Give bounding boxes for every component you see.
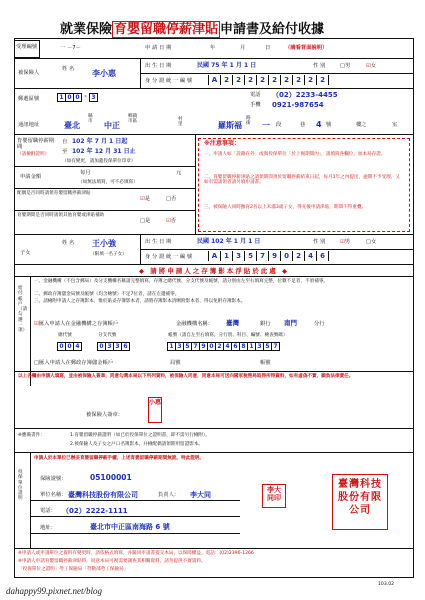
child-birth-label: 出 生 日 期 xyxy=(145,239,172,245)
amount-note: （如無法填寫，可不必填寫） xyxy=(78,180,138,185)
code-digit: 0 xyxy=(57,342,66,351)
footer-line: ※申請人申請育嬰留職停薪津貼時，同意本局可視需要調查其相關資料，請勿提供不實資料。 xyxy=(18,559,206,564)
account-digit: 0 xyxy=(207,342,216,351)
insured-id-label: 身 分 證 統 一 編 號 xyxy=(145,78,193,84)
attach-item: 1.育嬰留職停薪證明（如已於投保單位之證明書，即不需另行檢附）。 xyxy=(70,433,210,438)
amount-unit: 元 xyxy=(176,170,182,176)
account-boxes xyxy=(168,342,280,351)
employer-title: 申請人於本單位已辦妥育嬰留職停薪手續，上述育嬰留職停薪期間無訛，特此證明。 xyxy=(34,456,204,461)
notice-title: ※注意事項： xyxy=(204,140,240,147)
account-digit: 5 xyxy=(263,342,272,351)
postal-label: 郵遞區號 xyxy=(18,96,40,102)
spouse-label: 配偶是否同時請領育嬰留職停薪津貼 xyxy=(17,191,91,196)
option-post-label: 匯入申請人在郵政存簿儲金帳戶 xyxy=(39,360,114,366)
child-name-label: 姓 名 xyxy=(62,240,75,246)
bank-warning: 以上各欄由申請人填寫，並由被保險人簽章，同意勾選本局以下所列資料，被保險人同意，同意本局可送向國家稅務局取得所得資料，如有虛偽不實，願負法律責任。 xyxy=(18,374,354,379)
id-digit: A xyxy=(208,251,220,261)
insured-no: 05100001 xyxy=(90,473,132,482)
id-digit: 2 xyxy=(316,75,328,85)
rep-value: 李大同 xyxy=(190,491,211,499)
bank-line: 二、郵政存簿儲金局號及帳號（均含檢號）不足7位者，請在左邊補零。 xyxy=(34,292,180,297)
option-bank-label: 匯入申請人在金融機構之存簿帳戶 xyxy=(38,321,119,327)
office-label: 受理編號 xyxy=(16,44,38,50)
mobile-value: 0921-987654 xyxy=(272,101,324,109)
spouse-no-label: 否 xyxy=(171,196,177,202)
divider xyxy=(14,188,195,189)
postal-digit: - xyxy=(84,93,87,100)
spouse-no[interactable]: □否 xyxy=(166,196,177,202)
child-gender-male[interactable]: ☑男 xyxy=(340,239,351,245)
addr-city-unit: 縣市 xyxy=(88,114,93,125)
addr-label: 通訊地址 xyxy=(18,122,40,128)
title-prefix: 就業保險 xyxy=(60,22,113,37)
male-label: 男 xyxy=(345,63,351,69)
id-digit: 7 xyxy=(256,251,268,261)
other-no-label: 否 xyxy=(170,218,177,224)
divider xyxy=(14,166,195,167)
notice-item: 二、育嬰留職停薪津貼之請領期間須於留職停薪結束日起，每月1年之內提出，逾期不予受理，又如有需請領者請另填申請書。 xyxy=(204,175,400,186)
period-to: 102 年 12 月 31 日止 xyxy=(72,148,136,155)
id-digit: 4 xyxy=(304,251,316,261)
branch-name: 南門 xyxy=(284,319,297,327)
divider xyxy=(14,58,414,59)
post-office-label: 局號 xyxy=(170,360,181,366)
divider xyxy=(14,548,414,549)
employer-side-label: 投保單位證明 xyxy=(18,470,23,502)
insured-name-label: 姓 名 xyxy=(62,66,75,72)
account-digit: 8 xyxy=(239,342,248,351)
office-value: 一 －7－ xyxy=(60,45,81,51)
account-digit: 3 xyxy=(175,342,184,351)
divider xyxy=(14,88,414,89)
insured-gender-male[interactable]: □男 xyxy=(340,63,351,69)
attach-item: 2.被保險人及子女之戶口名簿影本，并檢配偶請領期用留證影本。 xyxy=(70,442,204,447)
addr-road: 羅斯福 xyxy=(218,121,242,130)
id-digit: 3 xyxy=(232,251,244,261)
branch-digit: 3 xyxy=(105,342,114,351)
company-stamp xyxy=(332,474,388,530)
account-digit: 2 xyxy=(215,342,224,351)
account-digit: 1 xyxy=(167,342,176,351)
other-label: 育嬰期間是否同時請領其他育嬰或津貼補助 xyxy=(17,213,105,218)
child-gender-female[interactable]: □女 xyxy=(366,239,377,245)
option-post[interactable]: □匯入申請人在郵政存簿儲金帳戶 xyxy=(34,360,114,366)
id-digit: 2 xyxy=(304,75,316,85)
id-digit: 2 xyxy=(220,75,232,85)
id-digit: 2 xyxy=(244,75,256,85)
child-gender-label: 性 別 xyxy=(313,239,326,245)
branch-code-boxes xyxy=(98,342,130,351)
addr-room-unit: 室 xyxy=(392,122,398,128)
branch-digit: 6 xyxy=(121,342,130,351)
addr-floor-unit: 樓之 xyxy=(356,122,367,128)
apply-year: 年 xyxy=(210,45,216,51)
child-name-note: （限填一名子女） xyxy=(90,252,127,257)
bank-line: 三、請檢附申請人之存簿影本，惟於貼妥存簿影本者，請將存簿影本清晰附影本者，得以免附存簿影本。 xyxy=(34,299,246,304)
account-digit: 7 xyxy=(191,342,200,351)
amount-label: 申請金額 xyxy=(20,174,42,180)
bank-banner-text: 請將申請人之存簿影本浮貼於此處 xyxy=(150,267,278,275)
applicant-seal xyxy=(148,397,162,423)
bank-line: 一、金融機構（不包含郵局）及分支機構名稱請完整填寫，存簿之總代號、分支代號及帳號，請分別由左至右填寫完整，位數不足者，不須補零。 xyxy=(34,279,329,284)
divider xyxy=(14,134,414,135)
spouse-yes[interactable]: ☑是 xyxy=(140,196,151,202)
company-name-label: 單位名稱： xyxy=(40,492,67,498)
account-digit: 3 xyxy=(255,342,264,351)
code-digit: 0 xyxy=(65,342,74,351)
id-digit: 9 xyxy=(268,251,280,261)
id-digit: 2 xyxy=(232,75,244,85)
amount-monthly: 每月 xyxy=(80,170,91,176)
form-number: 103.02 xyxy=(378,582,395,587)
phone-label: 電話 xyxy=(250,92,261,98)
divider xyxy=(14,371,414,372)
male-label: 男 xyxy=(344,239,351,245)
code-label: 總代號 xyxy=(58,333,72,338)
female-label: 女 xyxy=(371,239,377,245)
period-to-label: 至 xyxy=(62,149,68,155)
period-label: 育嬰留職停薪期間 xyxy=(17,138,55,151)
divider xyxy=(30,516,240,517)
insured-gender-female[interactable]: ☑女 xyxy=(366,63,377,69)
bank-name-label: 金融機構名稱： xyxy=(176,321,214,327)
addr-number: 4 xyxy=(316,120,322,129)
divider xyxy=(14,264,414,265)
notice-item: 三、被保險人同時撫育2名以上未滿3歲子女，得先後申請津貼，期間不得重疊。 xyxy=(204,205,367,210)
divider xyxy=(14,234,414,235)
sign-label: 被保險人簽章： xyxy=(86,412,124,418)
footer-line: ※申請人或申請單位之資料有變更時，請依格式填寫，并隨同申請書提交本局，以保障權益。電話：(02)2396-1266 xyxy=(18,551,254,556)
id-digit: 2 xyxy=(292,75,304,85)
footer-line: 「投保單位之證明」勞工保險局「勞動部勞工保險局」 xyxy=(18,567,129,572)
seal-text: 小惠 xyxy=(149,399,162,406)
id-digit: 6 xyxy=(316,251,328,261)
female-label: 女 xyxy=(370,63,377,69)
account-digit: 5 xyxy=(183,342,192,351)
period-sub-note: （如有變更，請加蓋投保單位印章） xyxy=(62,159,136,164)
account-digit: 4 xyxy=(223,342,232,351)
bank-banner: ◆ 請將申請人之存簿影本浮貼於此處 ◆ xyxy=(138,267,290,275)
id-digit: A xyxy=(208,75,220,85)
emp-addr: 臺北市中正區南海路 6 號 xyxy=(90,523,170,531)
addr-section-unit: 段 xyxy=(276,122,282,128)
watermark: dahappy99.pixnet.net/blog xyxy=(6,586,102,596)
postal-digit: 3 xyxy=(89,93,98,102)
addr-road-unit: 路街 xyxy=(246,116,251,127)
bank-name: 臺灣 xyxy=(226,319,239,327)
insured-label: 被保險人 xyxy=(18,70,40,76)
insured-birth-label: 出 生 日 期 xyxy=(145,63,172,69)
rep-label: 負責人： xyxy=(158,492,180,498)
branch-digit: 0 xyxy=(97,342,106,351)
divider xyxy=(14,428,414,429)
addr-village-unit: 村里 xyxy=(178,117,183,128)
company-stamp-text: 臺灣科技股份有限公司 xyxy=(338,479,382,516)
id-digit: 2 xyxy=(256,75,268,85)
apply-note: （請看背面說明） xyxy=(285,45,328,51)
insured-id-boxes xyxy=(208,75,329,85)
account-digit: 7 xyxy=(271,342,280,351)
phone-value: （02）2233-4455 xyxy=(272,91,338,99)
period-note: （請檢附證明） xyxy=(17,152,50,157)
id-digit: 1 xyxy=(220,251,232,261)
insured-birth: 民國 75 年 1 月 1 日 xyxy=(197,62,257,69)
postal-digit: 0 xyxy=(65,93,74,102)
other-yes[interactable]: □是 xyxy=(140,218,151,224)
id-digit: 0 xyxy=(280,251,292,261)
child-name: 王小強 xyxy=(92,239,116,248)
notice-item: 一、申請人如「設籍在外」或與投保單位「於上揭期間內」，請填寫各欄位、加本局存證。 xyxy=(204,152,386,157)
addr-lane-unit: 巷 xyxy=(300,122,306,128)
period-from-label: 自 xyxy=(62,139,68,145)
title-highlight: 育嬰留職停薪津貼 xyxy=(114,22,219,37)
child-id-label: 身 分 證 統 一 編 號 xyxy=(145,254,193,260)
id-digit: 5 xyxy=(244,251,256,261)
account-digit: 9 xyxy=(199,342,208,351)
code-digit: 4 xyxy=(73,342,82,351)
account-digit: 1 xyxy=(247,342,256,351)
divider xyxy=(30,533,240,534)
branch-digit: 3 xyxy=(113,342,122,351)
addr-district: 中正 xyxy=(104,121,120,130)
insured-no-label: 保險證號： xyxy=(40,476,67,482)
company-name: 臺灣科技股份有限公司 xyxy=(68,491,138,499)
divider xyxy=(140,249,414,250)
addr-section: 一 xyxy=(262,121,270,130)
divider xyxy=(195,134,196,234)
divider xyxy=(14,210,195,211)
attach-label: ※應備書件： xyxy=(18,433,45,438)
person-stamp xyxy=(262,484,286,508)
period-from: 102 年 7 月 1 日起 xyxy=(72,138,128,145)
account-label: 帳號（請自左至右填寫，分行別、科目、編號、檢查號碼） xyxy=(168,333,288,338)
insured-name: 李小惠 xyxy=(92,69,116,78)
bank-side-label: 給付帳戶（請勾選一項） xyxy=(18,286,28,334)
postal-boxes xyxy=(58,93,98,102)
addr-district-unit: 鄉鎮市區 xyxy=(128,114,138,125)
apply-date-label: 申 請 日 期 xyxy=(145,45,172,51)
title-suffix: 申請書及給付收據 xyxy=(220,22,325,37)
emp-phone: （02）2222-1111 xyxy=(62,507,128,515)
branch-code-label: 分支代號 xyxy=(98,333,117,338)
id-digit: 2 xyxy=(268,75,280,85)
id-digit: 2 xyxy=(280,75,292,85)
apply-month: 月 xyxy=(240,45,246,51)
bank-unit: 銀行 xyxy=(260,321,271,327)
child-id-boxes xyxy=(208,251,329,261)
other-yes-label: 是 xyxy=(145,218,151,224)
account-digit: 6 xyxy=(231,342,240,351)
option-bank[interactable]: ☑匯入申請人在金融機構之存簿帳戶 xyxy=(34,321,119,327)
addr-number-unit: 號 xyxy=(326,122,332,128)
postal-digit: 1 xyxy=(57,93,66,102)
form-title xyxy=(60,18,324,37)
child-label: 子女 xyxy=(20,250,31,256)
addr-city: 臺北 xyxy=(64,121,80,130)
divider xyxy=(30,276,31,386)
post-account-label: 帳號 xyxy=(260,360,271,366)
emp-addr-label: 地址： xyxy=(40,525,56,531)
mobile-label: 手機 xyxy=(250,102,261,108)
apply-day: 日 xyxy=(265,45,271,51)
postal-digit: 0 xyxy=(73,93,82,102)
emp-phone-label: 電話： xyxy=(40,508,56,514)
branch-unit: 分行 xyxy=(314,321,325,327)
divider xyxy=(30,500,240,501)
code-boxes xyxy=(58,342,82,351)
insured-gender-label: 性 別 xyxy=(313,63,326,69)
spouse-yes-label: 是 xyxy=(144,196,151,202)
child-birth: 民國 102 年 1 月 1 日 xyxy=(197,238,261,245)
divider xyxy=(14,276,414,277)
divider xyxy=(140,73,414,74)
person-stamp-text: 李大同印 xyxy=(267,486,281,503)
other-no[interactable]: ☑否 xyxy=(166,218,177,224)
divider xyxy=(14,452,414,453)
id-digit: 2 xyxy=(292,251,304,261)
